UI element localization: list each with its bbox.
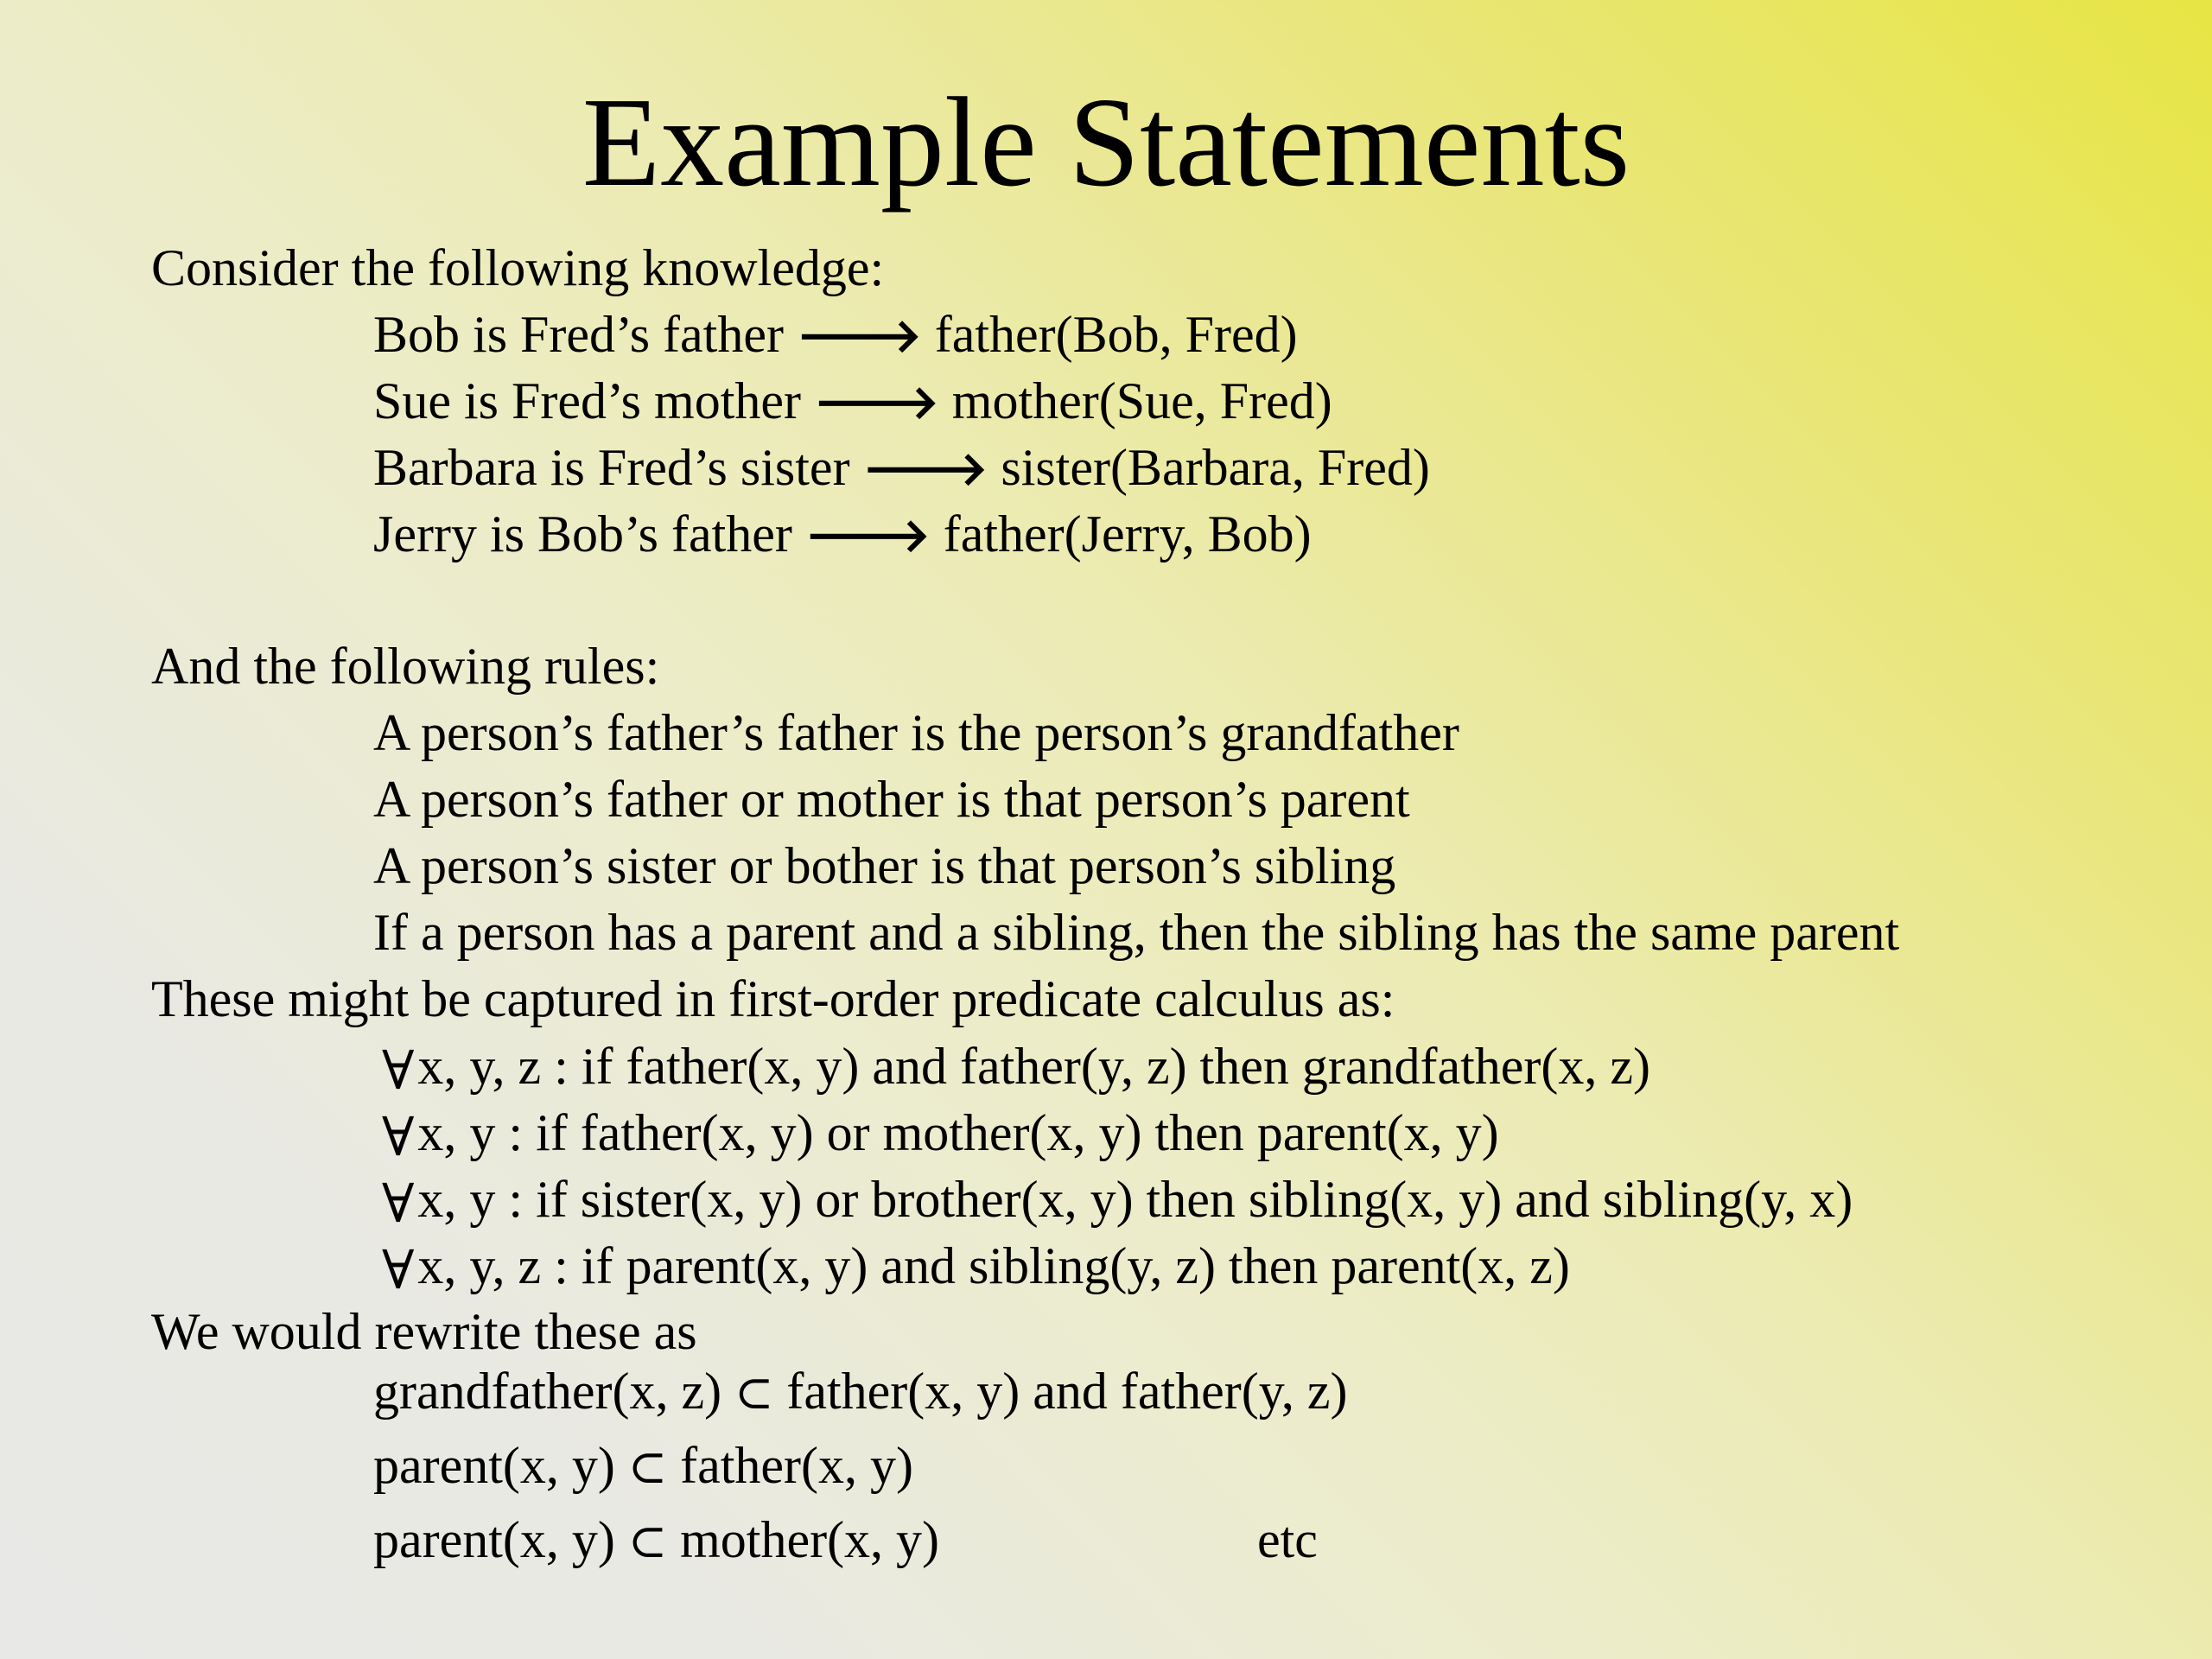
rule-line: A person’s father’s father is the person’s grandfather — [373, 704, 1459, 761]
slide-title: Example Statements — [582, 72, 1630, 213]
predicate-intro: These might be captured in first-order predicate calculus as: — [151, 970, 1395, 1027]
forall-symbol: ∀ — [382, 1238, 415, 1301]
forall-symbol: ∀ — [382, 1105, 415, 1168]
rule-line: A person’s father or mother is that person’s parent — [373, 771, 1410, 828]
formula-text: x, y : if sister(x, y) or brother(x, y) then sibling(x, y) and sibling(y, x) — [417, 1171, 1853, 1228]
rules-intro: And the following rules: — [151, 638, 660, 695]
fact-line — [373, 371, 1332, 433]
formula-line — [373, 1235, 1570, 1301]
fact-predicate: father(Bob, Fred) — [934, 306, 1298, 363]
arrow-icon: 🡒 — [796, 308, 922, 363]
fact-line — [373, 504, 1312, 566]
rule-line: If a person has a parent and a sibling, then the sibling has the same parent — [373, 904, 1900, 961]
formula-line — [373, 1102, 1499, 1168]
rewrite-line — [373, 1510, 939, 1572]
subset-symbol: ⊂ — [627, 1440, 668, 1494]
rewrite-line — [373, 1435, 913, 1497]
formula-text: x, y : if father(x, y) or mother(x, y) then parent(x, y) — [417, 1104, 1499, 1161]
subset-symbol: ⊂ — [627, 1514, 668, 1568]
formula-text: x, y, z : if father(x, y) and father(y, z) then grandfather(x, z) — [417, 1038, 1650, 1095]
rewrite-lhs: grandfather(x, z) — [373, 1363, 722, 1420]
arrow-icon: 🡒 — [813, 375, 939, 429]
fact-text: Jerry is Bob’s father — [373, 505, 792, 563]
fact-predicate: father(Jerry, Bob) — [943, 505, 1312, 563]
knowledge-intro: Consider the following knowledge: — [151, 239, 885, 296]
fact-text: Sue is Fred’s mother — [373, 372, 801, 429]
subset-symbol: ⊂ — [734, 1365, 774, 1420]
fact-text: Barbara is Fred’s sister — [373, 439, 850, 496]
forall-symbol: ∀ — [382, 1172, 415, 1235]
forall-symbol: ∀ — [382, 1039, 415, 1102]
rule-line: A person’s sister or bother is that person’s sibling — [373, 837, 1396, 894]
arrow-icon: 🡒 — [804, 508, 931, 563]
formula-line — [373, 1168, 1853, 1235]
arrow-icon: 🡒 — [862, 442, 988, 496]
etc-label: etc — [1257, 1511, 1318, 1568]
rewrite-rhs: mother(x, y) — [680, 1511, 940, 1568]
rewrite-lhs: parent(x, y) — [373, 1511, 615, 1568]
fact-text: Bob is Fred’s father — [373, 306, 784, 363]
fact-line — [373, 437, 1430, 499]
fact-predicate: sister(Barbara, Fred) — [1001, 439, 1430, 496]
rewrite-intro: We would rewrite these as — [151, 1303, 697, 1360]
rewrite-lhs: parent(x, y) — [373, 1437, 615, 1494]
fact-line — [373, 304, 1298, 366]
formula-line — [373, 1035, 1650, 1102]
formula-text: x, y, z : if parent(x, y) and sibling(y, z) then parent(x, z) — [417, 1237, 1570, 1294]
rewrite-line — [373, 1361, 1347, 1423]
fact-predicate: mother(Sue, Fred) — [951, 372, 1332, 429]
rewrite-rhs: father(x, y) and father(y, z) — [786, 1363, 1348, 1420]
rewrite-rhs: father(x, y) — [680, 1437, 913, 1494]
